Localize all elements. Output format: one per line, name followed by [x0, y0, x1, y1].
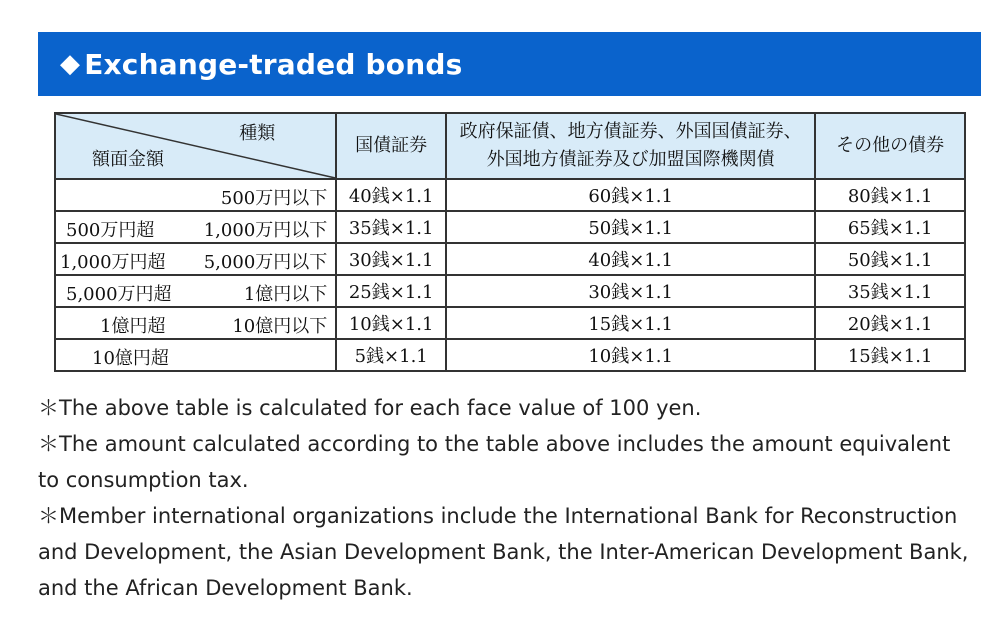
corner-label-face-value: 額面金額: [92, 149, 164, 170]
table-row: [55, 339, 965, 371]
footnote: ＊Member international organizations include the International Bank for Reconstruction and Development, the Asian Development Bank, the Inter-American Development Bank, and the African Development Bank.: [38, 504, 969, 600]
fee-table: [54, 112, 966, 372]
column-header: 国債証券: [336, 113, 446, 179]
fee-cell: 15銭×1.1: [815, 339, 965, 371]
fee-cell: 50銭×1.1: [446, 211, 815, 243]
range-to: 5,000万円以下: [203, 252, 328, 273]
fee-cell: 65銭×1.1: [815, 211, 965, 243]
column-header: その他の債券: [815, 113, 965, 179]
range-cell: [55, 243, 336, 275]
fee-cell: 10銭×1.1: [336, 307, 446, 339]
fee-cell: 35銭×1.1: [336, 211, 446, 243]
range-cell: [55, 339, 336, 371]
range-cell: [55, 211, 336, 243]
range-to: 10億円以下: [232, 316, 328, 337]
range-from: 1,000万円超: [60, 252, 166, 273]
range-to: 1億円以下: [243, 284, 328, 305]
range-cell: [55, 275, 336, 307]
fee-cell: 60銭×1.1: [446, 179, 815, 211]
range-cell: [55, 179, 336, 211]
fee-cell: 80銭×1.1: [815, 179, 965, 211]
range-cell: [55, 307, 336, 339]
range-to: 1,000万円以下: [203, 220, 328, 241]
range-from: 1億円超: [100, 316, 166, 337]
diamond-icon: ◆: [60, 49, 81, 79]
section-header: [38, 32, 981, 96]
fee-cell: 40銭×1.1: [336, 179, 446, 211]
corner-label-type: 種類: [239, 123, 276, 144]
footnotes: [38, 390, 978, 606]
column-header: 政府保証債、地方債証券、外国国債証券、 外国地方債証券及び加盟国際機関債: [446, 113, 815, 179]
fee-cell: 10銭×1.1: [446, 339, 815, 371]
fee-cell: 25銭×1.1: [336, 275, 446, 307]
table-row: [55, 243, 965, 275]
footnote: ＊The amount calculated according to the table above includes the amount equivalent to consumption tax.: [38, 432, 951, 492]
table-row: [55, 307, 965, 339]
fee-cell: 40銭×1.1: [446, 243, 815, 275]
table-row: [55, 211, 965, 243]
range-from: 10億円超: [92, 348, 169, 369]
corner-header: [55, 113, 336, 179]
fee-cell: 30銭×1.1: [336, 243, 446, 275]
fee-cell: 30銭×1.1: [446, 275, 815, 307]
table-row: [55, 179, 965, 211]
table-row: [55, 275, 965, 307]
table-header-row: [55, 113, 965, 179]
fee-cell: 20銭×1.1: [815, 307, 965, 339]
fee-cell: 35銭×1.1: [815, 275, 965, 307]
footnote: ＊The above table is calculated for each face value of 100 yen.: [38, 396, 702, 420]
range-from: 5,000万円超: [66, 284, 172, 305]
fee-cell: 50銭×1.1: [815, 243, 965, 275]
fee-cell: 15銭×1.1: [446, 307, 815, 339]
fee-cell: 5銭×1.1: [336, 339, 446, 371]
range-to: 500万円以下: [220, 188, 328, 209]
section-title: Exchange-traded bonds: [84, 47, 463, 81]
range-from: 500万円超: [66, 220, 155, 241]
